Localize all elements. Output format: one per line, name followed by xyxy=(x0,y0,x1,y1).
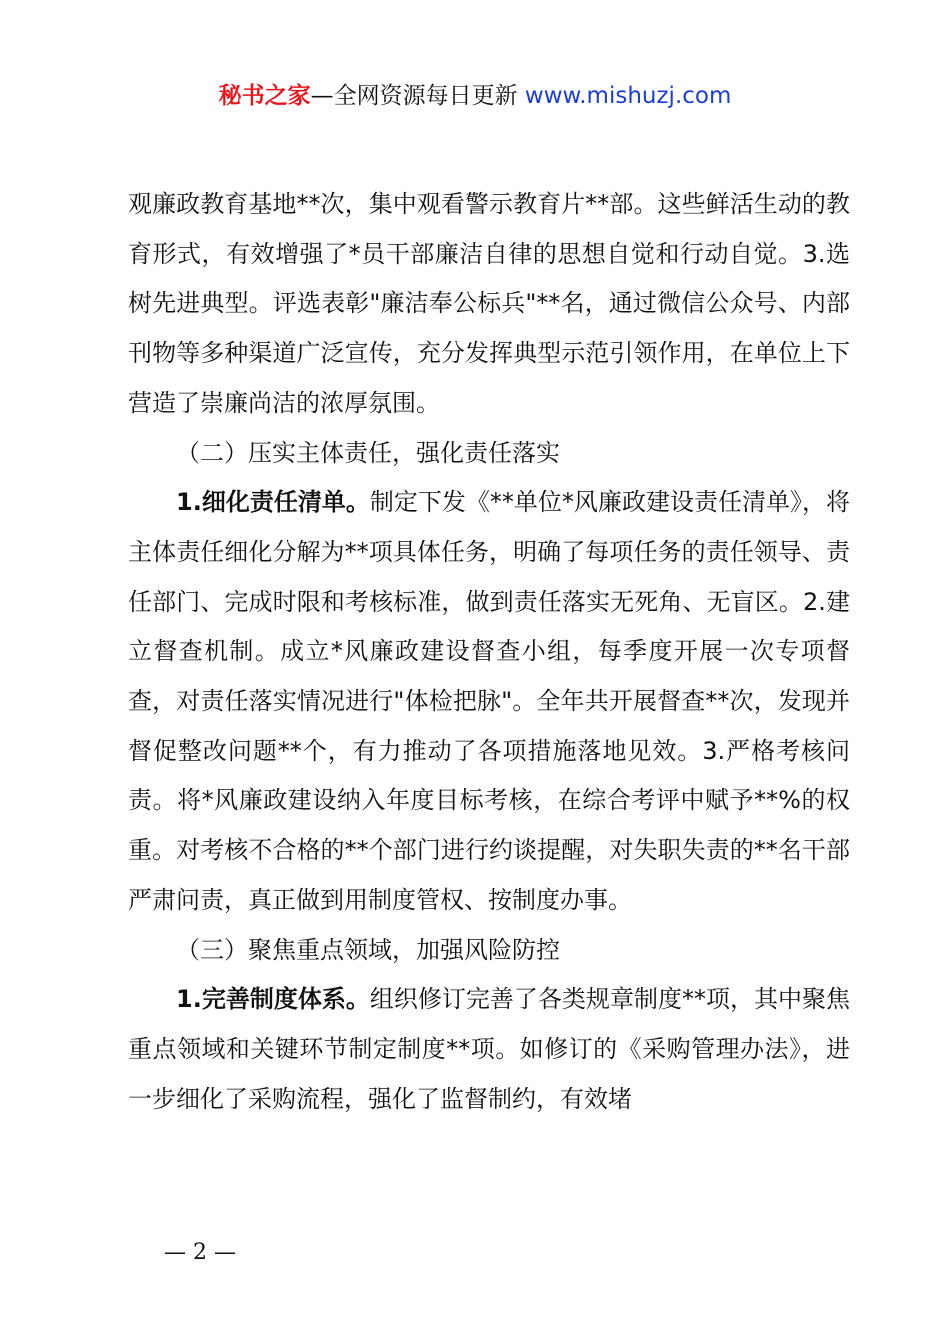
site-url-link[interactable]: www.mishuzj.com xyxy=(524,83,732,109)
paragraph-lead: 1.完善制度体系。 xyxy=(176,985,370,1014)
section-heading-3: （三）聚焦重点领域，加强风险防控 xyxy=(176,935,560,964)
header-tagline: —全网资源每日更新 xyxy=(310,83,525,109)
section-heading-2: （二）压实主体责任，强化责任落实 xyxy=(176,438,560,467)
brand-name: 秘书之家 xyxy=(218,83,311,109)
paragraph-institutions xyxy=(128,975,850,1124)
site-header xyxy=(0,80,950,112)
paragraph-lead: 1.细化责任清单。 xyxy=(176,488,370,517)
paragraph-body: 组织修订完善了各类规章制度**项，其中聚焦重点领域和关键环节制定制度**项。如修订的《采购管理办法》，进一步细化了采购流程，强化了监督制约，有效堵 xyxy=(128,985,850,1113)
document-body xyxy=(128,180,850,1124)
page-number: — 2 — xyxy=(164,1240,236,1265)
paragraph-responsibility xyxy=(128,478,850,925)
paragraph-body: 制定下发《**单位*风廉政建设责任清单》，将主体责任细化分解为**项具体任务，明确了每项任务的责任领导、责任部门、完成时限和考核标准，做到责任落实无死角、无盲区。2.建立督查机制。成立*风廉政建设督查小组，每季度开展一次专项督查，对责任落实情况进行"体检把脉"。全年共开展督查**次，发现并督促整改问题**个，有力推动了各项措施落地见效。3.严格考核问责。将*风廉政建设纳入年度目标考核，在综合考评中赋予**%的权重。对考核不合格的**个部门进行约谈提醒，对失职失责的**名干部严肃问责，真正做到用制度管权、按制度办事。 xyxy=(128,488,850,914)
paragraph-continuation: 观廉政教育基地**次，集中观看警示教育片**部。这些鲜活生动的教育形式，有效增强了*员干部廉洁自律的思想自觉和行动自觉。3.选树先进典型。评选表彰"廉洁奉公标兵"**名，通过微信公众号、内部刊物等多种渠道广泛宣传，充分发挥典型示范引领作用，在单位上下营造了崇廉尚洁的浓厚氛围。 xyxy=(128,190,850,417)
